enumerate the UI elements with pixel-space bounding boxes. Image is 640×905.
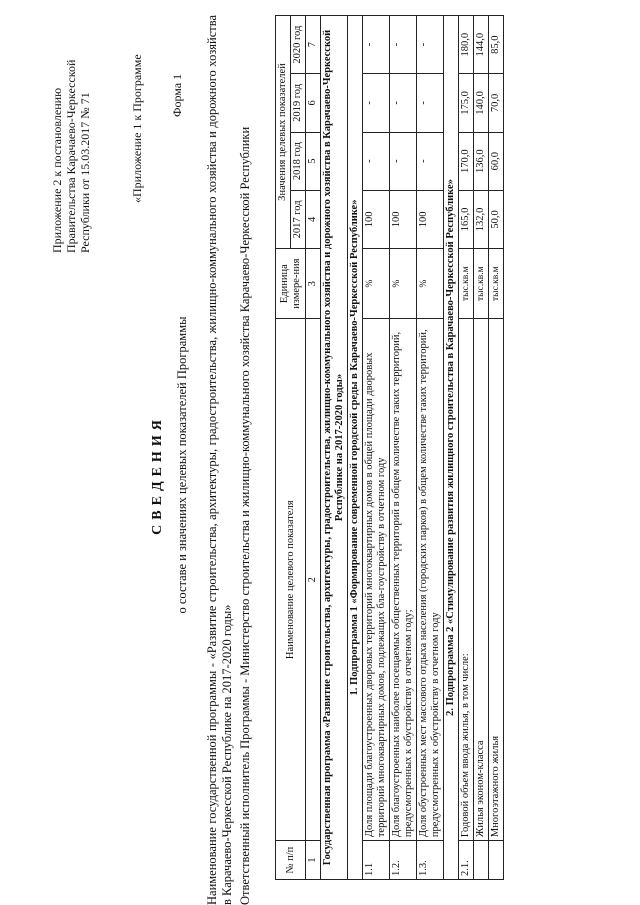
numbering-cell: 6 bbox=[306, 74, 321, 132]
subprogram-2-title: 2. Подпрограмма 2 «Стимулирование развития жилищного строительства в Карачаево-Черкесской Республике» bbox=[444, 16, 459, 880]
row-unit: % bbox=[363, 249, 390, 319]
program-title-cell: Государственная программа «Развитие строительства, архитектуры, градостроительства, жилищно-коммунального хозяйства и дорожного хозяйства в Карачаево-Черкесской Республике на 2017-2020 годы» bbox=[321, 16, 348, 880]
numbering-row bbox=[306, 16, 321, 880]
row-value-2017: 100 bbox=[363, 190, 390, 248]
header-unit: Единица измере-ния bbox=[276, 249, 306, 319]
row-name: Годовой объем ввода жилья, в том числе: bbox=[459, 319, 474, 841]
row-value-2020: 180,0 bbox=[459, 16, 474, 74]
row-value-2017: 132,0 bbox=[474, 190, 489, 248]
table-row bbox=[489, 16, 504, 880]
header-name: Наименование целевого показателя bbox=[276, 319, 306, 841]
header-no: № п/п bbox=[276, 841, 306, 880]
intro-block bbox=[205, 15, 256, 905]
row-value-2019: 140,0 bbox=[474, 74, 489, 132]
header-year-2019: 2019 год bbox=[291, 74, 306, 132]
row-unit: % bbox=[390, 249, 417, 319]
row-unit: тыс.кв.м bbox=[474, 249, 489, 319]
row-value-2017: 100 bbox=[390, 190, 417, 248]
row-value-2018: - bbox=[390, 132, 417, 190]
subprogram-1-title: 1. Подпрограмма 1 «Формирование современной городской среды в Карачаево-Черкесской Республике» bbox=[348, 16, 363, 880]
row-value-2018: - bbox=[363, 132, 390, 190]
numbering-cell: 3 bbox=[306, 249, 321, 319]
row-value-2019: - bbox=[417, 74, 444, 132]
row-value-2018: - bbox=[417, 132, 444, 190]
header-year-2017: 2017 год bbox=[291, 190, 306, 248]
table-row bbox=[363, 16, 390, 880]
document-subtitle: о составе и значениях целевых показателей Программы bbox=[175, 316, 189, 614]
row-value-2017: 165,0 bbox=[459, 190, 474, 248]
table-row bbox=[390, 16, 417, 880]
row-value-2020: - bbox=[363, 16, 390, 74]
row-value-2019: 70,0 bbox=[489, 74, 504, 132]
header-values-group: Значения целевых показателей bbox=[276, 16, 291, 249]
numbering-cell: 1 bbox=[306, 841, 321, 880]
approval-line-3: Республики от 15.03.2017 № 71 bbox=[78, 92, 92, 253]
program-row bbox=[321, 16, 348, 880]
row-unit: тыс.кв.м bbox=[459, 249, 474, 319]
row-unit: % bbox=[417, 249, 444, 319]
row-value-2018: 136,0 bbox=[474, 132, 489, 190]
document-title: СВЕДЕНИЯ bbox=[150, 415, 165, 535]
approval-line-1: Приложение 2 к постановлению bbox=[50, 87, 64, 253]
numbering-cell: 5 bbox=[306, 132, 321, 190]
row-no bbox=[474, 841, 489, 880]
responsible-executor-paragraph: Ответственный исполнитель Программы - Министерство строительства и жилищно-коммунального хозяйства Карачаево-Черкесской Республики bbox=[238, 126, 252, 905]
row-no: 1.1 bbox=[363, 841, 390, 880]
row-name: Жилья эконом-класса bbox=[474, 319, 489, 841]
header-row-1 bbox=[276, 16, 291, 880]
row-value-2020: - bbox=[417, 16, 444, 74]
numbering-cell: 4 bbox=[306, 190, 321, 248]
row-no bbox=[489, 841, 504, 880]
row-value-2019: - bbox=[363, 74, 390, 132]
numbering-cell: 2 bbox=[306, 319, 321, 841]
program-name-paragraph: Наименование государственной программы - «Развитие строительства, архитектуры, градостроительства, жилищно-коммунального хозяйства и дорожного хозяйства в Карачаево-Черкесской Республике на 2017-2020 годы» bbox=[205, 15, 234, 905]
appendix-note: «Приложение 1 к Программе bbox=[130, 54, 144, 203]
approval-block bbox=[50, 13, 92, 253]
table-row bbox=[474, 16, 489, 880]
form-label: Форма 1 bbox=[170, 73, 184, 117]
row-no: 1.2. bbox=[390, 841, 417, 880]
row-value-2017: 50,0 bbox=[489, 190, 504, 248]
header-year-2018: 2018 год bbox=[291, 132, 306, 190]
header-year-2020: 2020 год bbox=[291, 16, 306, 74]
table-row bbox=[459, 16, 474, 880]
subprogram-1-row bbox=[348, 16, 363, 880]
row-no: 2.1. bbox=[459, 841, 474, 880]
row-value-2020: 144,0 bbox=[474, 16, 489, 74]
indicators-table bbox=[275, 15, 504, 880]
row-value-2018: 60,0 bbox=[489, 132, 504, 190]
row-value-2020: 85,0 bbox=[489, 16, 504, 74]
indicators-table-wrapper bbox=[275, 15, 504, 880]
row-value-2019: 175,0 bbox=[459, 74, 474, 132]
row-value-2020: - bbox=[390, 16, 417, 74]
numbering-cell: 7 bbox=[306, 16, 321, 74]
approval-line-2: Правительства Карачаево-Черкесской bbox=[64, 59, 78, 253]
row-name: Доля благоустроенных наиболее посещаемых общественных территорий в общем количестве таких территорий, предусмотренных к обустройству в отчетном году; bbox=[390, 319, 417, 841]
row-no: 1.3. bbox=[417, 841, 444, 880]
row-unit: тыс.кв.м bbox=[489, 249, 504, 319]
row-value-2019: - bbox=[390, 74, 417, 132]
table-row bbox=[417, 16, 444, 880]
row-name: Многоэтажного жилья bbox=[489, 319, 504, 841]
row-name: Доля площади благоустроенных дворовых территорий многоквартирных домов в общей площади дворовых территорий многоквартирных домов, подлежащих бла-гоустройству в отчетном году bbox=[363, 319, 390, 841]
row-value-2017: 100 bbox=[417, 190, 444, 248]
row-value-2018: 170,0 bbox=[459, 132, 474, 190]
row-name: Доля обустроенных мест массового отдыха населения (городских парков) в общем количестве таких территорий, предусмотренных к обустройству в отчетном году bbox=[417, 319, 444, 841]
subprogram-2-row bbox=[444, 16, 459, 880]
